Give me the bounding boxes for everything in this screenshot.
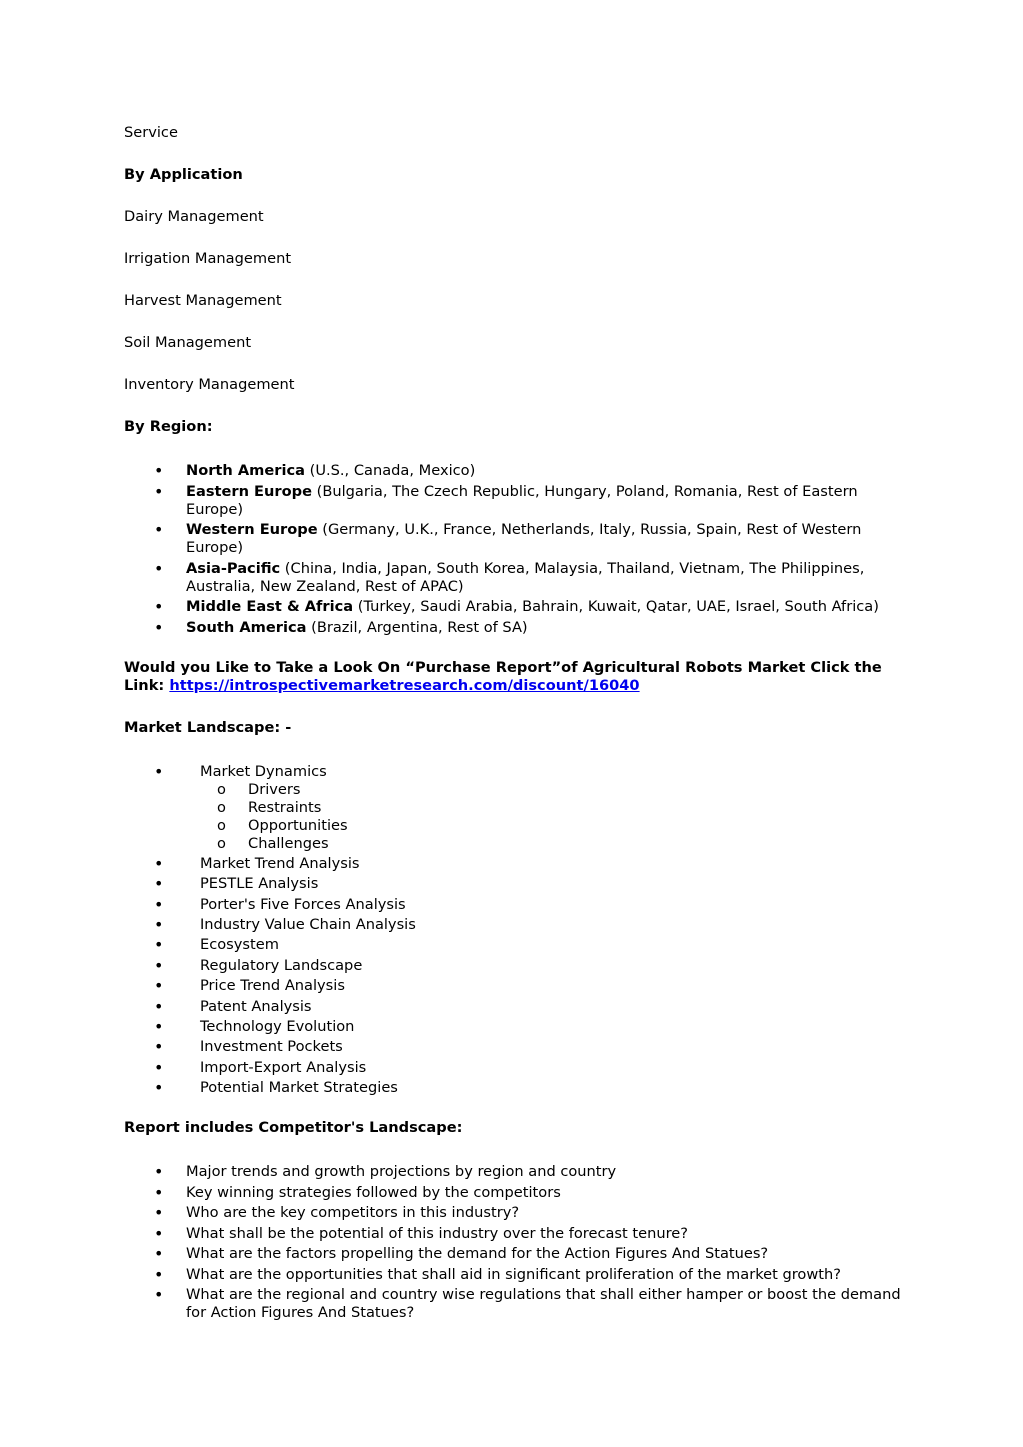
landscape-item: • Import-Export Analysis [124, 1059, 914, 1077]
competitor-item: • Key winning strategies followed by the competitors [124, 1184, 914, 1202]
landscape-item: • Industry Value Chain Analysis [124, 916, 914, 934]
application-item-soil: Soil Management [124, 334, 252, 351]
application-item-dairy: Dairy Management [124, 208, 264, 225]
region-name: North America [186, 462, 305, 479]
purchase-report-cta [124, 659, 914, 695]
competitor-item: • What are the regional and country wise regulations that shall either hamper or boost the demand for Action Figures And Statues? [124, 1286, 914, 1322]
landscape-item: • Patent Analysis [124, 998, 914, 1016]
region-detail: (Brazil, Argentina, Rest of SA) [306, 618, 528, 636]
application-item-irrigation: Irrigation Management [124, 250, 292, 267]
market-landscape-list [124, 763, 914, 1098]
region-item [124, 462, 914, 480]
region-item [124, 560, 914, 596]
application-item-harvest: Harvest Management [124, 292, 282, 309]
dynamics-subitem: o Restraints [200, 799, 914, 817]
dynamics-sublist [200, 781, 914, 853]
competitor-item: • Major trends and growth projections by region and country [124, 1163, 914, 1181]
region-detail: (Germany, U.K., France, Netherlands, Italy, Russia, Spain, Rest of Western Europe) [186, 521, 862, 556]
landscape-item: • Ecosystem [124, 936, 914, 954]
region-detail: (Turkey, Saudi Arabia, Bahrain, Kuwait, Qatar, UAE, Israel, South Africa) [353, 598, 879, 615]
region-detail: (U.S., Canada, Mexico) [304, 462, 476, 479]
discount-link[interactable]: https://introspectivemarketresearch.com/discount/16040 [169, 676, 640, 694]
by-application-heading: By Application [124, 166, 243, 183]
landscape-item: • Technology Evolution [124, 1018, 914, 1036]
region-name: Western Europe [186, 521, 318, 538]
cta-text: Would you Like to Take a Look On “Purchase Report”of Agricultural Robots Market Click the Link: [124, 658, 882, 694]
region-list [124, 462, 914, 637]
region-detail: (China, India, Japan, South Korea, Malaysia, Thailand, Vietnam, The Philippines, Australia, New Zealand, Rest of APAC) [186, 559, 865, 595]
landscape-item: • Investment Pockets [124, 1038, 914, 1056]
competitor-item: • Who are the key competitors in this industry? [124, 1204, 914, 1222]
dynamics-subitem: o Challenges [200, 835, 914, 853]
landscape-item: • Potential Market Strategies [124, 1079, 914, 1097]
competitor-list [124, 1163, 914, 1322]
competitor-item: • What are the opportunities that shall aid in significant proliferation of the market growth? [124, 1266, 914, 1284]
market-landscape-heading: Market Landscape: - [124, 718, 292, 736]
landscape-item: • Price Trend Analysis [124, 977, 914, 995]
competitor-item: • What are the factors propelling the demand for the Action Figures And Statues? [124, 1245, 914, 1263]
landscape-item: • Market Trend Analysis [124, 855, 914, 873]
region-name: South America [186, 618, 307, 636]
document-page [124, 124, 914, 1325]
competitor-item: • What shall be the potential of this industry over the forecast tenure? [124, 1225, 914, 1243]
region-detail: (Bulgaria, The Czech Republic, Hungary, Poland, Romania, Rest of Eastern Europe) [186, 482, 858, 518]
competitor-landscape-heading: Report includes Competitor's Landscape: [124, 1119, 463, 1137]
region-name: Asia-Pacific [186, 559, 281, 577]
service-item: Service [124, 124, 178, 141]
by-region-heading: By Region: [124, 418, 213, 435]
landscape-item: • Regulatory Landscape [124, 957, 914, 975]
region-name: Eastern Europe [186, 482, 312, 500]
landscape-item-dynamics [124, 763, 914, 853]
region-item [124, 598, 914, 616]
dynamics-subitem: o Drivers [200, 781, 914, 799]
application-item-inventory: Inventory Management [124, 376, 295, 393]
dynamics-subitem: o Opportunities [200, 817, 914, 835]
region-item [124, 483, 914, 519]
region-name: Middle East & Africa [186, 598, 354, 615]
landscape-item: • PESTLE Analysis [124, 875, 914, 893]
landscape-item: • Porter's Five Forces Analysis [124, 896, 914, 914]
region-item [124, 521, 914, 557]
landscape-item-label: Market Dynamics [200, 762, 327, 780]
region-item [124, 619, 914, 637]
